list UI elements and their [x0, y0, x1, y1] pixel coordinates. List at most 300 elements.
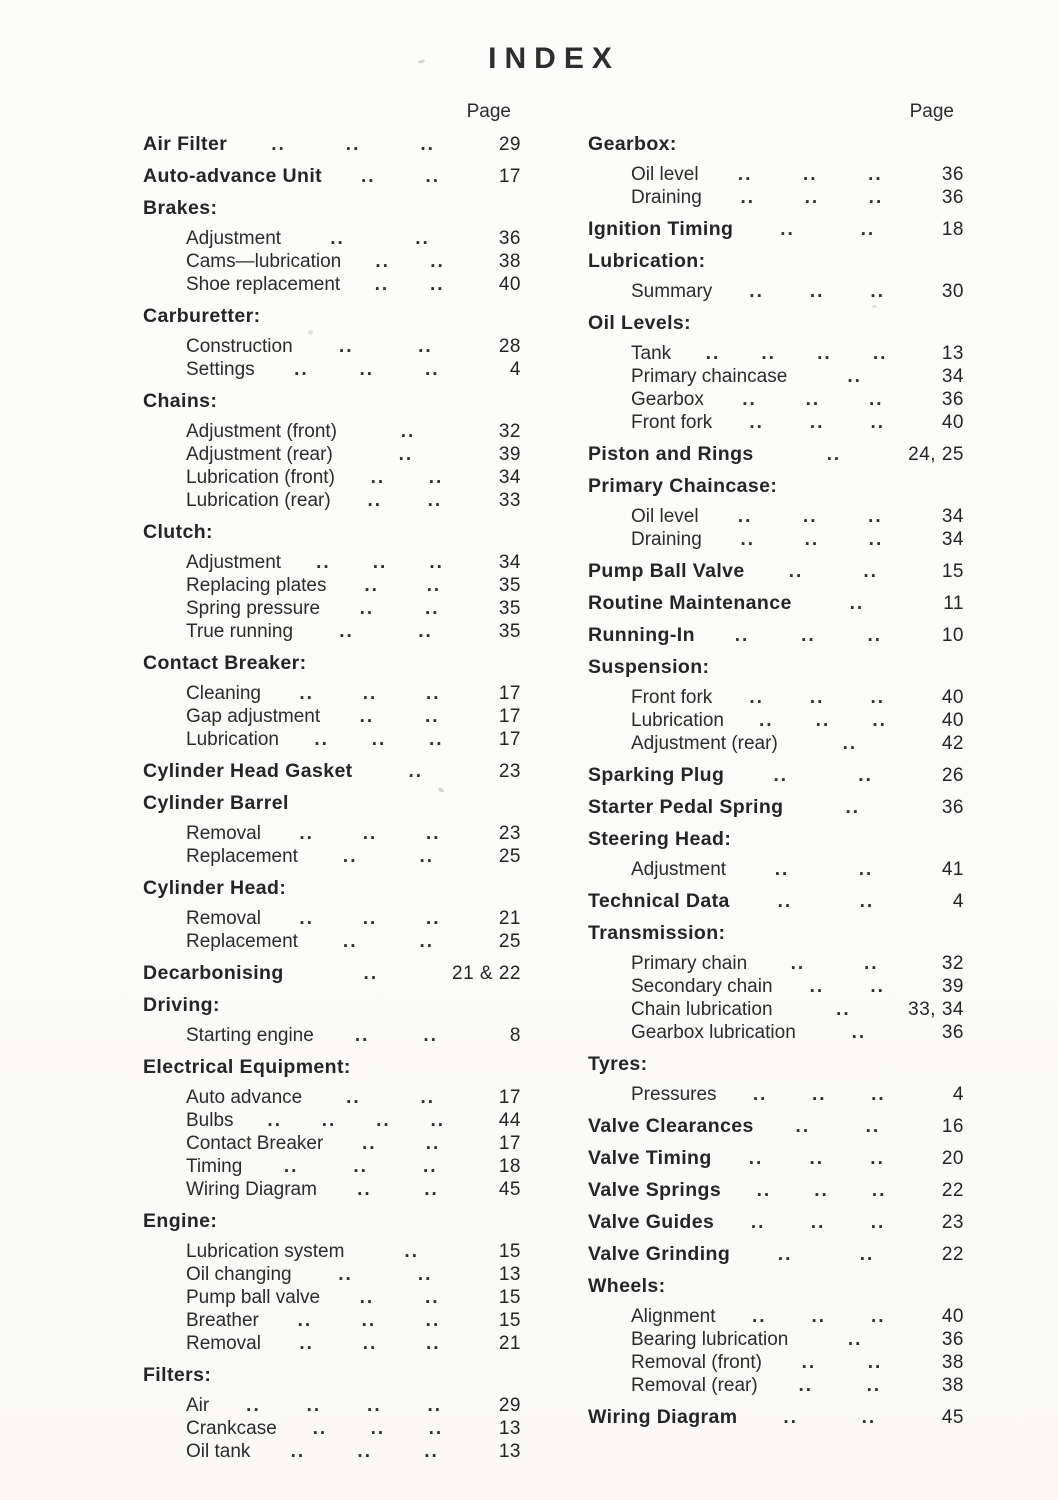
page-number: 22 [941, 1180, 964, 1201]
entry-label: Construction [186, 336, 293, 357]
dot-group: .. [371, 729, 387, 750]
page-number: 13 [498, 1264, 521, 1285]
dot-group: .. [425, 1310, 441, 1331]
index-entry-row [588, 280, 964, 303]
page-number: 17 [498, 1133, 521, 1154]
page-number: 13 [941, 343, 964, 364]
page-number: 15 [498, 1241, 521, 1262]
entry-label: Chain lubrication [631, 999, 773, 1020]
dot-group: .. [783, 1407, 798, 1428]
dot-leaders [712, 280, 916, 303]
index-entry-row [143, 620, 521, 643]
index-entry-row [588, 528, 964, 551]
entry-label: Cleaning [186, 683, 261, 704]
dot-leaders [340, 273, 473, 296]
dot-leaders [320, 597, 473, 620]
entry-label: Lubrication: [588, 250, 706, 272]
entry-label: Primary Chaincase: [588, 475, 778, 497]
dot-group: .. [361, 166, 376, 187]
index-section-header [143, 792, 521, 815]
index-entry-row [143, 1309, 521, 1332]
index-section-header [588, 133, 964, 156]
dot-group: .. [425, 1287, 440, 1308]
index-entry-row [143, 1394, 521, 1417]
dot-group: .. [246, 1395, 261, 1416]
page-number: 34 [941, 366, 964, 387]
entry-label: Electrical Equipment: [143, 1056, 351, 1078]
dot-group: .. [424, 1441, 439, 1462]
page-number: 24, 25 [908, 444, 964, 465]
page-number: 17 [498, 683, 521, 704]
dot-group: .. [427, 1395, 443, 1416]
dot-group: .. [803, 164, 818, 185]
index-section-header [588, 1053, 964, 1076]
entry-label: Air [186, 1395, 210, 1416]
index-entry-row [143, 273, 521, 296]
entry-label: Spring pressure [186, 598, 321, 619]
entry-label: Adjustment [186, 552, 282, 573]
entry-label: Starter Pedal Spring [588, 796, 784, 818]
dot-leaders [293, 335, 473, 358]
page-number: 15 [498, 1287, 521, 1308]
index-entry-row [143, 489, 521, 512]
dot-group: .. [798, 1375, 814, 1396]
dot-leaders [261, 682, 473, 705]
entry-label: Lubrication (front) [186, 467, 335, 488]
dot-leaders [745, 560, 916, 583]
index-entry-row [588, 890, 964, 913]
dot-group: .. [749, 281, 764, 302]
index-entry-row [143, 551, 521, 574]
dot-group: .. [847, 1329, 863, 1350]
entry-label: Engine: [143, 1210, 218, 1232]
entry-label: Piston and Rings [588, 443, 754, 465]
dot-group: .. [367, 1395, 382, 1416]
entry-label: Oil changing [186, 1264, 292, 1285]
dot-group: .. [811, 1084, 827, 1105]
index-entry-row [588, 592, 964, 615]
index-entry-row [143, 597, 521, 620]
page-number: 23 [941, 1212, 964, 1233]
index-entry-row [588, 388, 964, 411]
dot-group: .. [774, 859, 790, 880]
entry-label: Adjustment (front) [186, 421, 337, 442]
dot-leaders [209, 1394, 473, 1417]
dot-group: .. [795, 1116, 811, 1137]
index-entry-row [588, 686, 964, 709]
dot-group: .. [805, 389, 821, 410]
dot-group: .. [418, 621, 433, 642]
index-section-header [143, 521, 521, 544]
dot-group: .. [359, 706, 375, 727]
dot-group: .. [419, 931, 434, 952]
index-entry-row [588, 505, 964, 528]
index-entry-row [588, 1083, 964, 1106]
page-number: 21 [498, 908, 521, 929]
dot-leaders [716, 1305, 917, 1328]
dot-group: .. [868, 506, 883, 527]
dot-leaders [317, 1178, 473, 1201]
dot-group: .. [868, 529, 884, 550]
page-number: 4 [509, 359, 521, 380]
dot-group: .. [748, 1148, 764, 1169]
dot-leaders [724, 709, 916, 732]
index-entry-row [143, 1178, 521, 1201]
dot-group: .. [357, 1179, 372, 1200]
dot-group: .. [357, 1441, 372, 1462]
dot-group: .. [809, 281, 825, 302]
page-number: 38 [941, 1352, 964, 1373]
dot-leaders [704, 388, 916, 411]
dot-group: .. [345, 134, 361, 155]
dot-group: .. [271, 134, 286, 155]
dot-group: .. [777, 1244, 793, 1265]
dot-group: .. [267, 1110, 282, 1131]
dot-leaders [341, 250, 473, 273]
page-number: 13 [498, 1418, 521, 1439]
dot-leaders [298, 845, 473, 868]
page-number: 17 [498, 706, 521, 727]
entry-label: Clutch: [143, 521, 213, 543]
dot-leaders [337, 420, 473, 443]
entry-label: Front fork [631, 687, 713, 708]
index-entry-row [588, 624, 964, 647]
index-entry-row [143, 1263, 521, 1286]
dot-leaders [773, 975, 916, 998]
entry-label: Contact Breaker [186, 1133, 324, 1154]
page-number: 18 [498, 1156, 521, 1177]
index-section-header [588, 475, 964, 498]
entry-label: Timing [186, 1156, 243, 1177]
dot-group: .. [750, 1212, 766, 1233]
page-number: 39 [941, 976, 964, 997]
dot-group: .. [761, 343, 776, 364]
dot-group: .. [870, 1148, 885, 1169]
dot-group: .. [859, 1244, 875, 1265]
page-number: 36 [941, 797, 964, 818]
dot-group: .. [872, 710, 887, 731]
page-number: 45 [941, 1407, 964, 1428]
dot-leaders [788, 1328, 916, 1351]
page-number: 36 [941, 389, 964, 410]
index-entry-row [588, 1115, 964, 1138]
dot-leaders [326, 574, 473, 597]
dot-leaders [714, 1211, 916, 1234]
dot-group: .. [362, 683, 378, 704]
entry-label: Sparking Plug [588, 764, 725, 786]
entry-label: Breather [186, 1310, 259, 1331]
entry-label: Suspension: [588, 656, 710, 678]
dot-group: .. [801, 625, 816, 646]
dot-group: .. [408, 761, 424, 782]
index-entry-row [588, 1147, 964, 1170]
entry-label: Ignition Timing [588, 218, 734, 240]
entry-label: Lubrication [186, 729, 279, 750]
dot-group: .. [790, 953, 806, 974]
dot-leaders [293, 620, 473, 643]
page-number: 21 & 22 [452, 963, 521, 984]
page-number: 10 [941, 625, 964, 646]
index-entry-row [143, 705, 521, 728]
index-entry-row [143, 1155, 521, 1178]
dot-group: .. [869, 389, 884, 410]
page-number: 4 [952, 891, 964, 912]
entry-label: Oil tank [186, 1441, 251, 1462]
dot-group: .. [425, 598, 440, 619]
dot-group: .. [817, 343, 832, 364]
dot-leaders [724, 764, 916, 787]
dot-group: .. [858, 765, 873, 786]
index-entry-row [143, 358, 521, 381]
dot-group: .. [363, 963, 379, 984]
dot-group: .. [749, 412, 764, 433]
dot-group: .. [849, 593, 865, 614]
entry-label: Removal (front) [631, 1352, 762, 1373]
dot-group: .. [398, 444, 414, 465]
dot-group: .. [321, 1110, 337, 1131]
dot-group: .. [316, 552, 331, 573]
entry-label: Gap adjustment [186, 706, 321, 727]
dot-group: .. [742, 389, 757, 410]
dot-leaders [259, 1309, 473, 1332]
dot-group: .. [299, 1333, 314, 1354]
dot-group: .. [809, 412, 825, 433]
dot-leaders [322, 165, 473, 188]
index-section-header [143, 305, 521, 328]
dot-leaders [242, 1155, 473, 1178]
index-entry-row [588, 858, 964, 881]
entry-label: Auto-advance Unit [143, 165, 323, 187]
dot-leaders [320, 705, 473, 728]
entry-label: Tank [631, 343, 672, 364]
entry-label: Driving: [143, 994, 220, 1016]
dot-group: .. [809, 976, 825, 997]
dot-group: .. [415, 228, 430, 249]
dot-group: .. [814, 1180, 829, 1201]
page-number: 44 [498, 1110, 521, 1131]
dot-group: .. [870, 687, 885, 708]
dot-group: .. [871, 1180, 887, 1201]
dot-group: .. [752, 1084, 768, 1105]
index-entry-row [588, 796, 964, 819]
page-number: 16 [941, 1116, 964, 1137]
page-number: 33 [498, 490, 521, 511]
entry-label: Replacement [186, 846, 298, 867]
page-number: 39 [498, 444, 521, 465]
dot-group: .. [330, 228, 345, 249]
dot-leaders [726, 858, 916, 881]
entry-label: Draining [631, 187, 702, 208]
entry-label: Technical Data [588, 890, 730, 912]
dot-leaders [796, 1021, 916, 1044]
dot-leaders [773, 998, 909, 1021]
dot-group: .. [737, 506, 753, 527]
index-entry-row [143, 335, 521, 358]
page-number: 34 [498, 552, 521, 573]
index-entry-row [588, 952, 964, 975]
page-number: 40 [941, 1306, 964, 1327]
dot-group: .. [376, 1110, 391, 1131]
dot-leaders [331, 489, 473, 512]
dot-group: .. [865, 1116, 881, 1137]
dot-group: .. [362, 823, 378, 844]
index-section-header [588, 828, 964, 851]
entry-label: Decarbonising [143, 962, 284, 984]
dot-group: .. [339, 621, 354, 642]
dot-group: .. [759, 710, 774, 731]
dot-leaders [758, 1374, 916, 1397]
dot-group: .. [364, 575, 379, 596]
dot-group: .. [400, 421, 416, 442]
entry-label: Removal (rear) [631, 1375, 758, 1396]
dot-group: .. [361, 1133, 377, 1154]
entry-label: Primary chaincase [631, 366, 788, 387]
dot-group: .. [404, 1241, 419, 1262]
dot-group: .. [314, 729, 329, 750]
dot-leaders [721, 1179, 916, 1202]
index-entry-row [588, 411, 964, 434]
dot-group: .. [342, 931, 358, 952]
dot-group: .. [367, 490, 383, 511]
dot-leaders [323, 1132, 473, 1155]
dot-group: .. [290, 1441, 306, 1462]
entry-label: Starting engine [186, 1025, 314, 1046]
index-column-left [143, 100, 521, 1463]
page-column-label-right: Page [909, 101, 954, 122]
dot-group: .. [847, 366, 862, 387]
dot-group: .. [851, 1022, 867, 1043]
index-entry-row [143, 962, 521, 985]
page-number: 22 [941, 1244, 964, 1265]
page-number: 15 [941, 561, 964, 582]
page-number: 38 [498, 251, 521, 272]
index-entry-row [588, 218, 964, 241]
page-number: 23 [498, 761, 521, 782]
index-entry-row [143, 250, 521, 273]
index-entry-row [588, 1211, 964, 1234]
dot-group: .. [420, 134, 435, 155]
index-entry-row [588, 560, 964, 583]
page-number: 36 [941, 1022, 964, 1043]
dot-leaders [730, 890, 916, 913]
dot-group: .. [867, 1352, 883, 1373]
index-entry-row [588, 186, 964, 209]
index-column-right [588, 100, 964, 1436]
entry-label: Carburetter: [143, 305, 261, 327]
dot-group: .. [872, 343, 888, 364]
dot-group: .. [362, 1333, 378, 1354]
dot-group: .. [425, 1133, 441, 1154]
index-entry-row [143, 165, 521, 188]
index-entry-row [588, 1179, 964, 1202]
entry-label: Running-In [588, 624, 695, 646]
dot-leaders [712, 1147, 916, 1170]
dot-group: .. [811, 1306, 827, 1327]
entry-label: Contact Breaker: [143, 652, 307, 674]
dot-leaders [261, 1332, 473, 1355]
dot-group: .. [863, 561, 878, 582]
index-rows-right [588, 133, 964, 1429]
entry-label: Front fork [631, 412, 713, 433]
page-number: 36 [941, 187, 964, 208]
entry-label: Valve Springs [588, 1179, 722, 1201]
index-section-header [143, 877, 521, 900]
index-entry-row [143, 1332, 521, 1355]
page-number: 20 [941, 1148, 964, 1169]
index-entry-row [588, 764, 964, 787]
entry-label: Cams—lubrication [186, 251, 342, 272]
dot-group: .. [815, 710, 831, 731]
page-number: 21 [498, 1333, 521, 1354]
index-entry-row [588, 732, 964, 755]
dot-leaders [778, 732, 916, 755]
page-number: 35 [498, 598, 521, 619]
dot-leaders [344, 1240, 473, 1263]
dot-group: .. [749, 687, 764, 708]
index-entry-row [588, 163, 964, 186]
dot-group: .. [427, 490, 443, 511]
index-section-header [588, 250, 964, 273]
dot-leaders [277, 1417, 473, 1440]
dot-group: .. [842, 733, 858, 754]
dot-group: .. [870, 412, 885, 433]
page-number: 30 [941, 281, 964, 302]
dot-leaders [234, 1109, 473, 1132]
entry-label: Crankcase [186, 1418, 277, 1439]
page-number: 17 [498, 166, 521, 187]
page-number: 40 [941, 687, 964, 708]
dot-group: .. [423, 1025, 438, 1046]
dot-group: .. [803, 506, 818, 527]
dot-leaders [671, 342, 916, 365]
dot-leaders [699, 505, 916, 528]
dot-leaders [762, 1351, 916, 1374]
dot-leaders [250, 1440, 473, 1463]
entry-label: True running [186, 621, 294, 642]
dot-group: .. [426, 683, 441, 704]
dot-group: .. [299, 683, 314, 704]
entry-label: Filters: [143, 1364, 212, 1386]
entry-label: Lubrication system [186, 1241, 345, 1262]
entry-label: Replacing plates [186, 575, 327, 596]
index-section-header [588, 922, 964, 945]
page-number: 40 [498, 274, 521, 295]
dot-group: .. [338, 1264, 353, 1285]
dot-group: .. [361, 1310, 377, 1331]
index-entry-row [143, 574, 521, 597]
dot-group: .. [870, 976, 885, 997]
index-rows-left [143, 133, 521, 1463]
dot-group: .. [418, 336, 433, 357]
entry-label: Transmission: [588, 922, 726, 944]
entry-label: Valve Clearances [588, 1115, 754, 1137]
dot-group: .. [425, 166, 441, 187]
dot-group: .. [780, 219, 795, 240]
dot-group: .. [734, 625, 750, 646]
page-number: 29 [498, 1395, 521, 1416]
entry-label: Draining [631, 529, 702, 550]
dot-leaders [754, 1115, 916, 1138]
page-number: 15 [498, 1310, 521, 1331]
dot-group: .. [359, 359, 375, 380]
dot-group: .. [422, 1156, 438, 1177]
dot-group: .. [864, 953, 879, 974]
entry-label: Valve Grinding [588, 1243, 731, 1265]
index-section-header [588, 312, 964, 335]
entry-label: Pump Ball Valve [588, 560, 745, 582]
dot-leaders [754, 443, 909, 466]
dot-group: .. [426, 575, 442, 596]
